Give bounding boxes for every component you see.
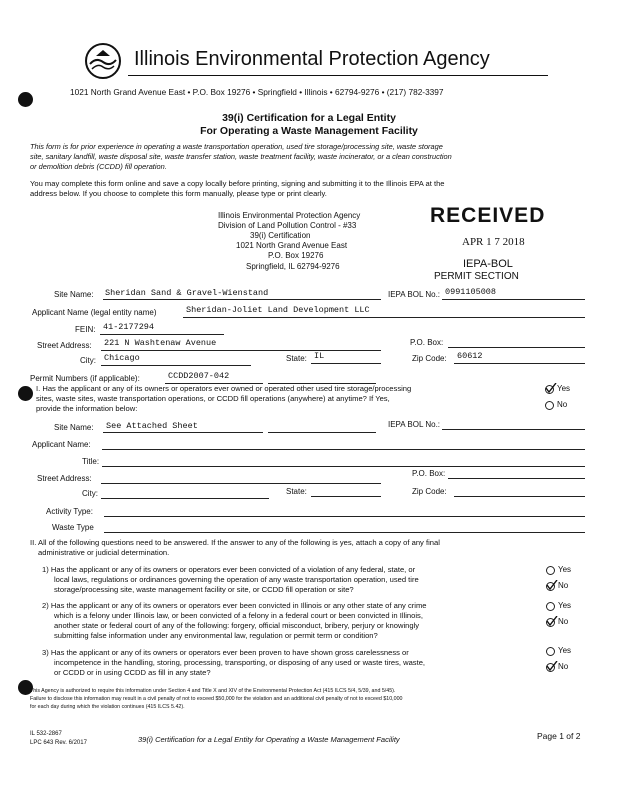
header-rule [128,75,548,76]
underline-po-box-2 [448,478,585,479]
instructions-line-2: address below. If you choose to complete this form manually, please type or print clearly. [30,189,327,198]
underline-site-name-2a [103,432,263,433]
agency-address: 1021 North Grand Avenue East • P.O. Box 19276 • Springfield • Illinois • 62794-9276 • (217) 782-3397 [70,87,444,97]
label-applicant-legal: Applicant Name (legal entity name) [32,308,157,317]
underline-street-2 [101,483,381,484]
mailing-line-4: 1021 North Grand Avenue East [236,241,348,250]
stamp-received: RECEIVED [430,204,546,227]
q2-line-1: 2) Has the applicant or any of its owners or operators ever been convicted in Illinois or any other state of any crime [42,601,427,610]
underline-activity-type [104,516,585,517]
mailing-line-1: Illinois Environmental Protection Agency [218,211,361,220]
section-ii-line-1: II. All of the following questions need to be answered. If the answer to any of the following is yes, attach a copy of any final [30,538,440,547]
label-street: Street Address: [37,341,92,350]
underline-street [101,350,381,351]
footer-revision: LPC 643 Rev. 6/2017 [30,740,87,746]
label-iepa-bol-2: IEPA BOL No.: [388,420,441,429]
underline-site-name-2b [268,432,376,433]
underline-applicant-name-2 [102,449,585,450]
q3-line-2: incompetence in the handling, storing, processing, transporting, or disposing of any used or waste tires, waste, [54,658,426,667]
label-title: Title: [82,457,100,466]
label-city: City: [80,356,96,365]
label-iepa-bol: IEPA BOL No.: [388,290,441,299]
underline-city [101,365,251,366]
underline-state-2 [311,496,381,497]
label-applicant-name-2: Applicant Name: [32,440,91,449]
footer-page-number: Page 1 of 2 [537,731,581,741]
q2-line-4: submitting false information under any environmental law, regulation or permit term or condition? [54,631,378,640]
q3-line-1: 3) Has the applicant or any of its owners or operators ever been proven to have shown gross carelessness or [42,648,409,657]
q2-line-2: which is a felony under Illinois law, or been convicted of a felony in a federal court or been convicted in Illinois, [54,611,423,620]
intro-line-1: This form is for prior experience in operating a waste transportation operation, used tire storage/processing site, waste storage [30,142,443,151]
punch-hole-top [18,92,33,107]
underline-fein [100,334,224,335]
form-title-line2: For Operating a Waste Management Facility [200,125,418,137]
q1-yes-label: Yes [558,565,572,574]
field-permit-number[interactable]: CCDD2007-042 [168,371,230,381]
legal-line-3: for each day during which the violation continues (415 ILCS 5.42). [30,704,185,710]
q1-no-radio[interactable] [546,582,555,591]
underline-waste-type [104,532,585,533]
checkmark-icon [546,616,558,627]
footer-form-title: 39(i) Certification for a Legal Entity for Operating a Waste Management Facility [138,735,400,744]
question-i-line-3: provide the information below: [36,404,138,413]
label-street-2: Street Address: [37,474,92,483]
label-permit-numbers: Permit Numbers (if applicable): [30,374,140,383]
mailing-line-3: 39(i) Certification [250,231,311,240]
label-site-name: Site Name: [54,290,94,299]
label-zip-2: Zip Code: [412,487,447,496]
instructions-line-1: You may complete this form online and save a copy locally before printing, signing and submitting it to the Illinois EPA at the [30,179,445,188]
section-ii-line-2: administrative or judicial determination. [38,548,170,557]
punch-hole-middle [18,386,33,401]
iepa-logo-icon [84,42,122,80]
field-street[interactable]: 221 N Washtenaw Avenue [104,338,217,348]
mailing-line-6: Springfield, IL 62794-9276 [246,262,340,271]
underline-zip [454,363,585,364]
mailing-line-5: P.O. Box 19276 [268,251,324,260]
stamp-date: APR 1 7 2018 [462,236,525,248]
field-city[interactable]: Chicago [104,353,140,363]
stamp-dept-1: IEPA-BOL [463,258,513,270]
label-activity-type: Activity Type: [46,507,93,516]
legal-line-1: This Agency is authorized to require this information under Section 4 and Title X and XIV of the Environmental Protection Act (415 ILCS 5/4, 5/39, and 5/45). [30,688,396,694]
q1-line-3: storage/processing site, waste management facility or site, or CCDD fill operation or site? [54,585,354,594]
q3-no-radio[interactable] [546,663,555,672]
q1-no-label: No [558,581,569,590]
question-i-yes-radio[interactable] [545,385,554,394]
label-po-box-2: P.O. Box: [412,469,446,478]
label-zip: Zip Code: [412,354,447,363]
q2-line-3: another state or federal court of any of the following: forgery, official misconduct, bribery, perjury or knowingly [54,621,420,630]
underline-applicant-legal [183,317,585,318]
label-po-box: P.O. Box: [410,338,444,347]
question-i-yes-label: Yes [557,384,571,393]
question-i-no-label: No [557,400,568,409]
label-fein: FEIN: [75,325,96,334]
q1-line-2: local laws, regulations or ordinances governing the operation of any waste transportation operation, used tire [54,575,419,584]
form-title-line1: 39(i) Certification for a Legal Entity [222,112,396,124]
q3-line-3: or CCDD or in using CCDD as fill in any state? [54,668,211,677]
underline-city-2 [101,498,269,499]
checkmark-icon [545,383,557,394]
q2-no-radio[interactable] [546,618,555,627]
q2-yes-label: Yes [558,601,572,610]
q3-yes-label: Yes [558,646,572,655]
agency-name: Illinois Environmental Protection Agency [134,48,490,70]
intro-line-2: site, sanitary landfill, waste disposal site, waste transfer station, waste treatment facility, waste incinerator, or a clean construction [30,152,452,161]
q3-no-label: No [558,662,569,671]
label-state: State: [286,354,307,363]
underline-state [311,363,381,364]
checkmark-icon [546,580,558,591]
underline-po-box [448,347,585,348]
field-zip[interactable]: 60612 [457,351,483,361]
label-state-2: State: [286,487,307,496]
question-i-line-1: I. Has the applicant or any of its owners or operators ever owned or operated other used tire storage/processing [36,384,412,393]
checkmark-icon [546,661,558,672]
label-site-name-2: Site Name: [54,423,94,432]
mailing-line-2: Division of Land Pollution Control - #33 [218,221,357,230]
field-fein[interactable]: 41-2177294 [103,322,155,332]
q2-no-label: No [558,617,569,626]
underline-zip-2 [454,496,585,497]
underline-site-name [103,299,381,300]
field-applicant-name[interactable]: Sheridan-Joliet Land Development LLC [186,305,370,315]
field-site-name[interactable]: Sheridan Sand & Gravel-Wienstand [105,288,269,298]
field-state[interactable]: IL [314,351,325,361]
field-site-name-2[interactable]: See Attached Sheet [106,421,198,431]
label-city-2: City: [82,489,98,498]
question-i-no-radio[interactable] [545,401,554,410]
q3-yes-radio[interactable] [546,647,555,656]
q1-yes-radio[interactable] [546,566,555,575]
underline-iepa-bol [442,299,585,300]
intro-line-3: or demolition debris (CCDD) fill operation. [30,162,167,171]
footer-form-number: IL 532-2867 [30,731,62,737]
field-iepa-bol[interactable]: 0991105008 [445,287,497,297]
q1-line-1: 1) Has the applicant or any of its owners or operators ever been convicted of a violation of any federal, state, or [42,565,416,574]
underline-iepa-bol-2 [442,429,585,430]
question-i-line-2: sites, waste sites, waste transportation operations, or CCDD fill operations (anywhere) at anytime? If Yes, [36,394,390,403]
q2-yes-radio[interactable] [546,602,555,611]
label-waste-type: Waste Type [52,523,94,532]
underline-title [102,466,585,467]
legal-line-2: Failure to disclose this information may result in a civil penalty of not to exceed $50,000 for the violation and an additional civil penalty of not to exceed $10,000 [30,696,403,702]
stamp-dept-2: PERMIT SECTION [434,271,519,282]
